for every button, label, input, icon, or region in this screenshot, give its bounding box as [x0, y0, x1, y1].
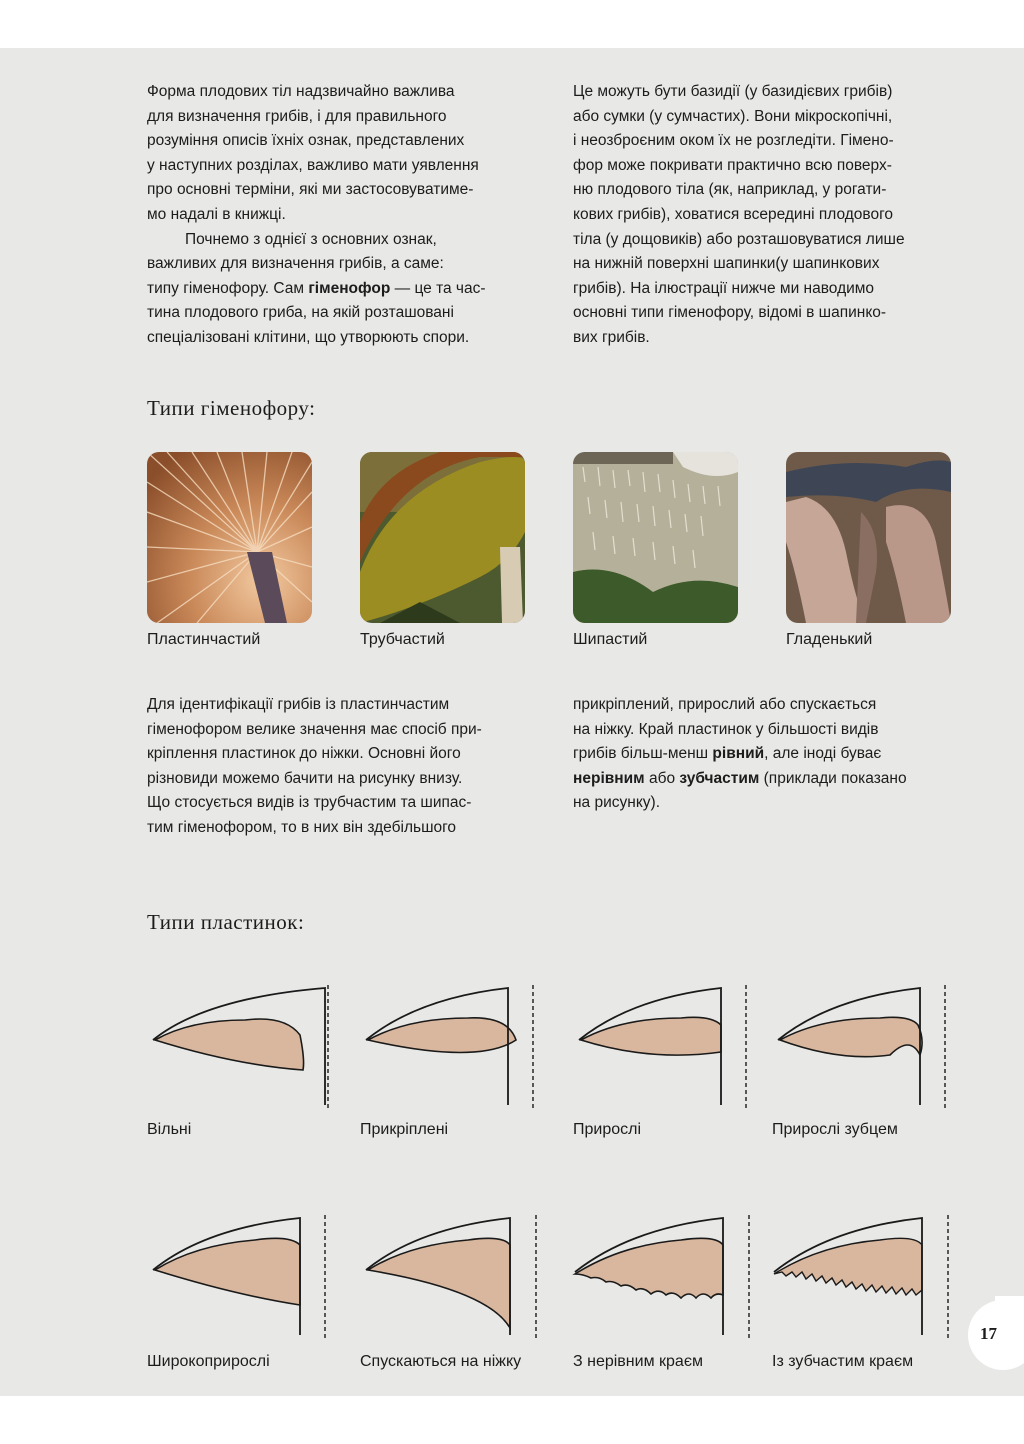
caption-spiny: Шипастий [573, 631, 648, 648]
text-line: різновиди можемо бачити на рисунку внизу. [147, 769, 463, 787]
caption-gilled: Пластинчастий [147, 631, 261, 648]
text-fragment: (приклади показано [759, 769, 907, 787]
text-line: тіла (у дощовиків) або розташовуватися лише [573, 230, 905, 248]
hymenophore-types-heading: Типи гіменофору: [147, 396, 316, 420]
text-line: про основні терміни, які ми застосовуватиме- [147, 181, 474, 199]
text-line: гіменофором велике значення має спосіб при- [147, 720, 482, 738]
text-line [573, 742, 907, 767]
page-number: 17 [980, 1324, 997, 1343]
label-broadly-adnate: Широкоприрослі [147, 1353, 270, 1370]
text-line: Для ідентифікації грибів із пластинчастим [147, 696, 450, 713]
text-line: спеціалізовані клітини, що утворюють спори. [147, 328, 470, 346]
gill-text-left [147, 693, 482, 841]
gill-types-heading: Типи пластинок: [147, 910, 305, 934]
text-line: вих грибів. [573, 328, 650, 346]
text-line: Це можуть бути базидії (у базидієвих грибів) [573, 83, 893, 100]
text-line: у наступних розділах, важливо мати уявлення [147, 156, 479, 174]
text-line: Почнемо з однієї з основних ознак, [185, 230, 437, 248]
label-serrated-edge: Із зубчастим краєм [772, 1353, 914, 1370]
intro-right-paragraph [573, 80, 905, 351]
label-adnexed: Прикріплені [360, 1121, 449, 1138]
text-line: грибів). На ілюстрації нижче ми наводимо [573, 279, 875, 297]
text-line: на ніжку. Край пластинок у більшості видів [573, 720, 879, 738]
caption-tubular: Трубчастий [360, 631, 445, 648]
gill-decurrent-diagram [358, 1210, 548, 1340]
term-hymenophore: гіменофор [308, 279, 391, 297]
gill-adnexed-diagram [358, 980, 548, 1110]
text-line: прикріплений, прирослий або спускається [573, 696, 877, 713]
text-fragment: , але іноді буває [764, 745, 882, 763]
text-line: важливих для визначення грибів, а саме: [147, 255, 444, 273]
tubular-hymenophore-photo [360, 452, 525, 623]
text-line: тим гіменофором, то в них він здебільшого [147, 818, 457, 836]
label-decurrent: Спускаються на ніжку [360, 1353, 522, 1370]
text-line: основні типи гіменофору, відомі в шапинко- [573, 304, 887, 322]
text-line: ню плодового тіла (як, наприклад, у рогати- [573, 181, 887, 199]
text-line [147, 277, 486, 302]
text-line: кових грибів), ховатися всередині плодового [573, 205, 894, 223]
term-uneven: нерівним [573, 769, 645, 787]
text-line: розуміння описів їхніх ознак, представлених [147, 132, 465, 150]
text-line: на нижній поверхні шапинки(у шапинкових [573, 255, 880, 273]
caption-smooth: Гладенький [786, 631, 873, 648]
text-fragment: типу гіменофору. Сам [147, 279, 309, 297]
gill-uneven-edge-diagram [571, 1210, 761, 1340]
gill-broadly-adnate-diagram [145, 1210, 335, 1340]
text-line: на рисунку). [573, 794, 660, 812]
gill-text-right [573, 693, 907, 816]
text-line: і неозброєним оком їх не розгледіти. Гімено- [573, 132, 894, 150]
text-fragment: або [644, 769, 680, 787]
label-adnate: Прирослі [573, 1121, 642, 1138]
intro-left-paragraph [147, 80, 486, 351]
term-even: рівний [712, 745, 765, 763]
label-free: Вільні [147, 1121, 192, 1138]
text-line: кріплення пластинок до ніжки. Основні його [147, 745, 461, 763]
text-line: або сумки (у сумчастих). Вони мікроскопічні, [573, 107, 893, 125]
label-uneven-edge: З нерівним краєм [573, 1353, 703, 1370]
label-sinuate: Прирослі зубцем [772, 1121, 898, 1138]
text-line [573, 767, 907, 792]
smooth-hymenophore-photo [786, 452, 951, 623]
gill-free-diagram [145, 980, 335, 1110]
gilled-hymenophore-photo [147, 452, 312, 623]
term-serrated: зубчастим [679, 769, 760, 787]
text-fragment: — це та час- [390, 279, 486, 297]
gill-sinuate-diagram [770, 980, 960, 1110]
gill-serrated-edge-diagram [770, 1210, 960, 1340]
text-line: фор може покривати практично всю поверх- [573, 156, 892, 174]
gill-adnate-diagram [571, 980, 761, 1110]
text-line: тина плодового гриба, на якій розташовані [147, 304, 454, 322]
text-fragment: грибів більш-менш [573, 745, 713, 763]
text-line: Форма плодових тіл надзвичайно важлива [147, 83, 455, 100]
spiny-hymenophore-photo [573, 452, 738, 623]
text-line: Що стосується видів із трубчастим та шипас- [147, 794, 472, 812]
text-line: мо надалі в книжці. [147, 205, 286, 223]
text-line: для визначення грибів, і для правильного [147, 107, 447, 125]
